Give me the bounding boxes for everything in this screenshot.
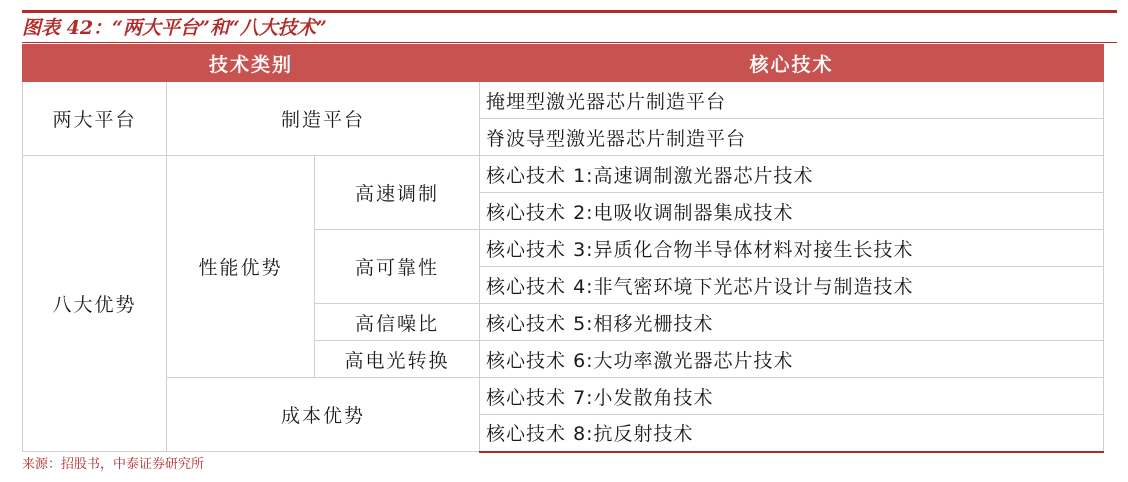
core-tech-cell: 核心技术 5:相移光栅技术 <box>480 304 1104 341</box>
title-rule <box>22 42 1117 43</box>
core-tech-cell: 核心技术 3:异质化合物半导体材料对接生长技术 <box>480 230 1104 267</box>
source-note: 来源：招股书，中泰证券研究所 <box>22 457 205 472</box>
table-row <box>23 378 1104 415</box>
tech-table <box>22 44 1104 453</box>
core-tech-cell: 核心技术 4:非气密环境下光芯片设计与制造技术 <box>480 267 1104 304</box>
sub-conversion: 高电光转换 <box>315 341 480 378</box>
figure-title: 图表 42：“两大平台”和“八大技术” <box>22 17 327 39</box>
table-row <box>23 156 1104 193</box>
core-tech-cell: 核心技术 2:电吸收调制器集成技术 <box>480 193 1104 230</box>
group-advantage: 八大优势 <box>23 156 167 452</box>
sub-high-speed: 高速调制 <box>315 156 480 230</box>
table-row <box>23 82 1104 119</box>
core-tech-cell: 核心技术 1:高速调制激光器芯片技术 <box>480 156 1104 193</box>
cost-cell: 成本优势 <box>167 378 480 452</box>
group-platform: 两大平台 <box>23 82 167 156</box>
header-category: 技术类别 <box>23 45 480 82</box>
core-tech-cell: 核心技术 6:大功率激光器芯片技术 <box>480 341 1104 378</box>
manufacturing-platform-cell: 制造平台 <box>167 82 480 156</box>
core-tech-cell: 掩埋型激光器芯片制造平台 <box>480 82 1104 119</box>
core-tech-cell: 脊波导型激光器芯片制造平台 <box>480 119 1104 156</box>
sub-reliability: 高可靠性 <box>315 230 480 304</box>
top-rule <box>22 10 1117 13</box>
header-core: 核心技术 <box>480 45 1104 82</box>
sub-snr: 高信噪比 <box>315 304 480 341</box>
core-tech-cell: 核心技术 7:小发散角技术 <box>480 378 1104 415</box>
performance-cell: 性能优势 <box>167 156 315 378</box>
header-row <box>23 45 1104 82</box>
core-tech-cell: 核心技术 8:抗反射技术 <box>480 415 1104 452</box>
